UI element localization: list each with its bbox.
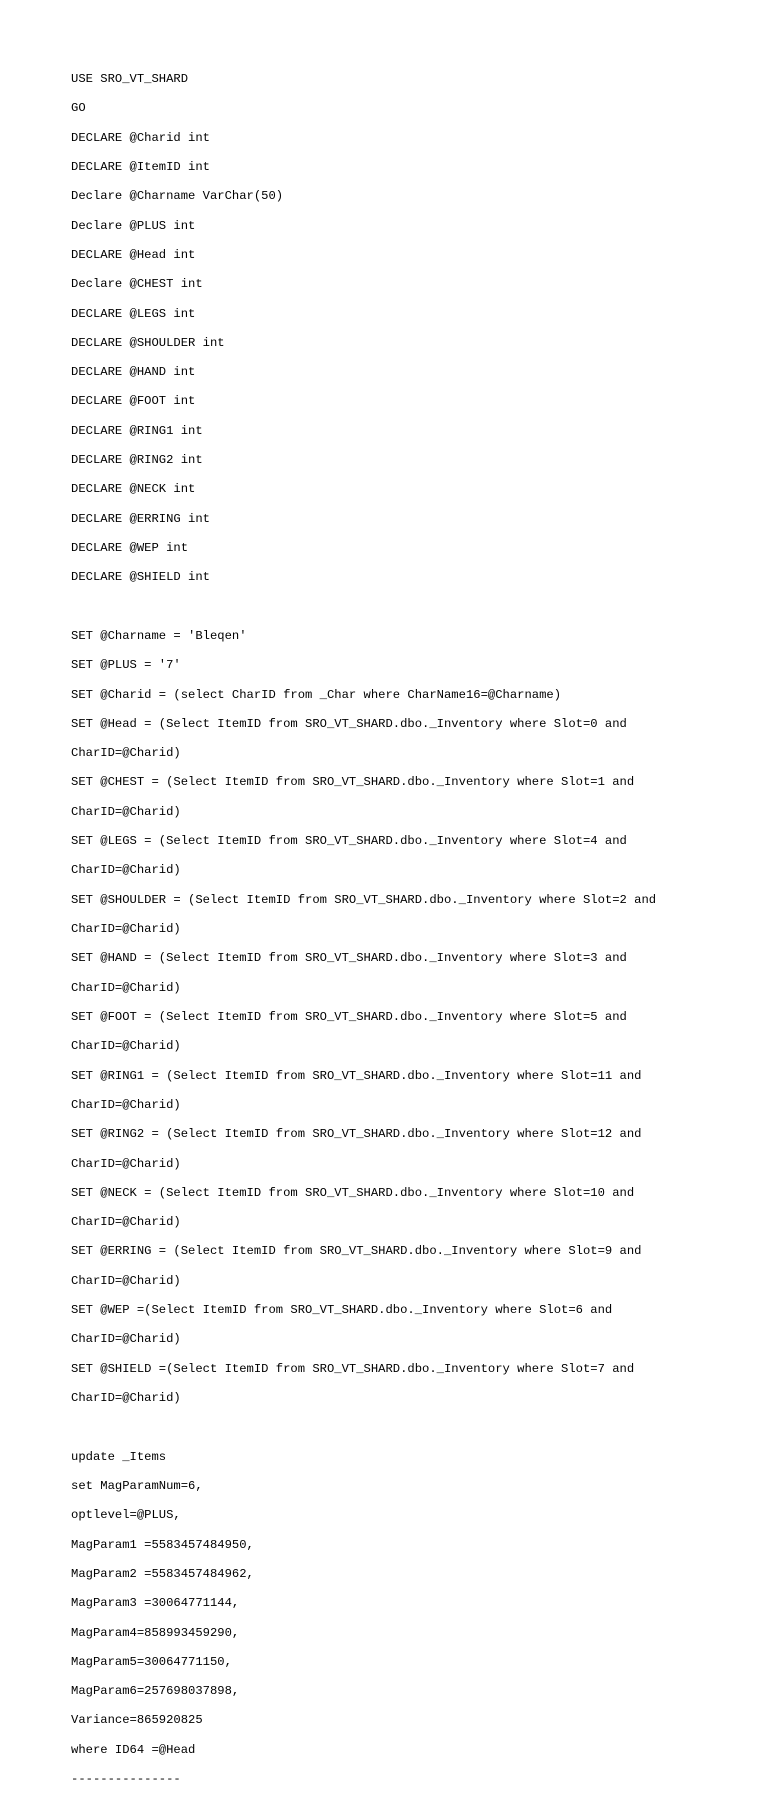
code-line: CharID=@Charid): [71, 863, 181, 878]
code-line: MagParam4=858993459290,: [71, 1625, 240, 1640]
code-line: CharID=@Charid): [71, 1097, 181, 1112]
code-line: SET @FOOT = (Select ItemID from SRO_VT_SHARD.dbo._Inventory where Slot=5 and: [71, 1009, 627, 1024]
code-line: DECLARE @Charid int: [71, 130, 210, 145]
code-line: DECLARE @Head int: [71, 247, 196, 262]
code-line: SET @SHIELD =(Select ItemID from SRO_VT_SHARD.dbo._Inventory where Slot=7 and: [71, 1361, 635, 1376]
code-line: SET @NECK = (Select ItemID from SRO_VT_SHARD.dbo._Inventory where Slot=10 and: [71, 1185, 635, 1200]
code-line: DECLARE @WEP int: [71, 541, 189, 555]
code-line: SET @HAND = (Select ItemID from SRO_VT_SHARD.dbo._Inventory where Slot=3 and: [71, 951, 627, 966]
code-line: MagParam5=30064771150,: [71, 1654, 232, 1669]
code-line: MagParam2 =5583457484962,: [71, 1566, 254, 1581]
code-line: CharID=@Charid): [71, 1332, 181, 1347]
code-line: Declare @CHEST int: [71, 277, 203, 292]
code-line: DECLARE @SHOULDER int: [71, 335, 225, 350]
code-line: MagParam1 =5583457484950,: [71, 1537, 254, 1552]
code-line: SET @SHOULDER = (Select ItemID from SRO_VT_SHARD.dbo._Inventory where Slot=2 and: [71, 892, 657, 907]
code-line: SET @CHEST = (Select ItemID from SRO_VT_SHARD.dbo._Inventory where Slot=1 and: [71, 775, 635, 790]
code-line: DECLARE @FOOT int: [71, 394, 196, 409]
code-line: DECLARE @HAND int: [71, 365, 196, 380]
code-line: where ID64 =@Head: [71, 1742, 196, 1757]
blank-line: [71, 1420, 656, 1435]
code-line: SET @Charname = 'Bleqen': [71, 628, 247, 643]
code-line: CharID=@Charid): [71, 1273, 181, 1288]
code-line: CharID=@Charid): [71, 980, 181, 995]
code-line: CharID=@Charid): [71, 746, 181, 761]
code-line: DECLARE @LEGS int: [71, 306, 196, 321]
code-line: SET @ERRING = (Select ItemID from SRO_VT_SHARD.dbo._Inventory where Slot=9 and: [71, 1244, 642, 1259]
sql-code-block: [71, 72, 656, 1816]
code-line: update _Items: [71, 1449, 167, 1464]
code-line: SET @Head = (Select ItemID from SRO_VT_SHARD.dbo._Inventory where Slot=0 and: [71, 716, 627, 731]
code-line: Variance=865920825: [71, 1713, 203, 1728]
code-line: MagParam6=257698037898,: [71, 1684, 240, 1699]
code-line: DECLARE @NECK int: [71, 482, 196, 497]
code-line: MagParam3 =30064771144,: [71, 1596, 240, 1611]
code-line: SET @PLUS = '7': [71, 658, 181, 673]
code-line: CharID=@Charid): [71, 1215, 181, 1230]
code-line: SET @RING1 = (Select ItemID from SRO_VT_SHARD.dbo._Inventory where Slot=11 and: [71, 1068, 642, 1083]
code-line: USE SRO_VT_SHARD: [71, 72, 189, 86]
code-line: CharID=@Charid): [71, 1039, 181, 1054]
separator-line: ---------------: [71, 1772, 181, 1787]
code-line: CharID=@Charid): [71, 1156, 181, 1171]
code-line: optlevel=@PLUS,: [71, 1508, 181, 1523]
code-line: DECLARE @RING1 int: [71, 423, 203, 438]
code-line: GO: [71, 101, 86, 116]
code-line: DECLARE @RING2 int: [71, 453, 203, 468]
code-line: SET @RING2 = (Select ItemID from SRO_VT_SHARD.dbo._Inventory where Slot=12 and: [71, 1127, 642, 1142]
code-line: Declare @Charname VarChar(50): [71, 189, 284, 204]
code-line: CharID=@Charid): [71, 1391, 181, 1406]
code-line: set MagParamNum=6,: [71, 1478, 203, 1493]
code-line: CharID=@Charid): [71, 922, 181, 937]
code-line: SET @WEP =(Select ItemID from SRO_VT_SHARD.dbo._Inventory where Slot=6 and: [71, 1303, 613, 1318]
code-line: CharID=@Charid): [71, 804, 181, 819]
code-line: Declare @PLUS int: [71, 218, 196, 233]
code-line: DECLARE @ERRING int: [71, 511, 210, 526]
code-line: SET @Charid = (select CharID from _Char where CharName16=@Charname): [71, 687, 562, 702]
code-line: DECLARE @SHIELD int: [71, 570, 210, 585]
code-line: DECLARE @ItemID int: [71, 159, 210, 174]
blank-line: [71, 600, 656, 615]
code-line: SET @LEGS = (Select ItemID from SRO_VT_SHARD.dbo._Inventory where Slot=4 and: [71, 834, 627, 849]
